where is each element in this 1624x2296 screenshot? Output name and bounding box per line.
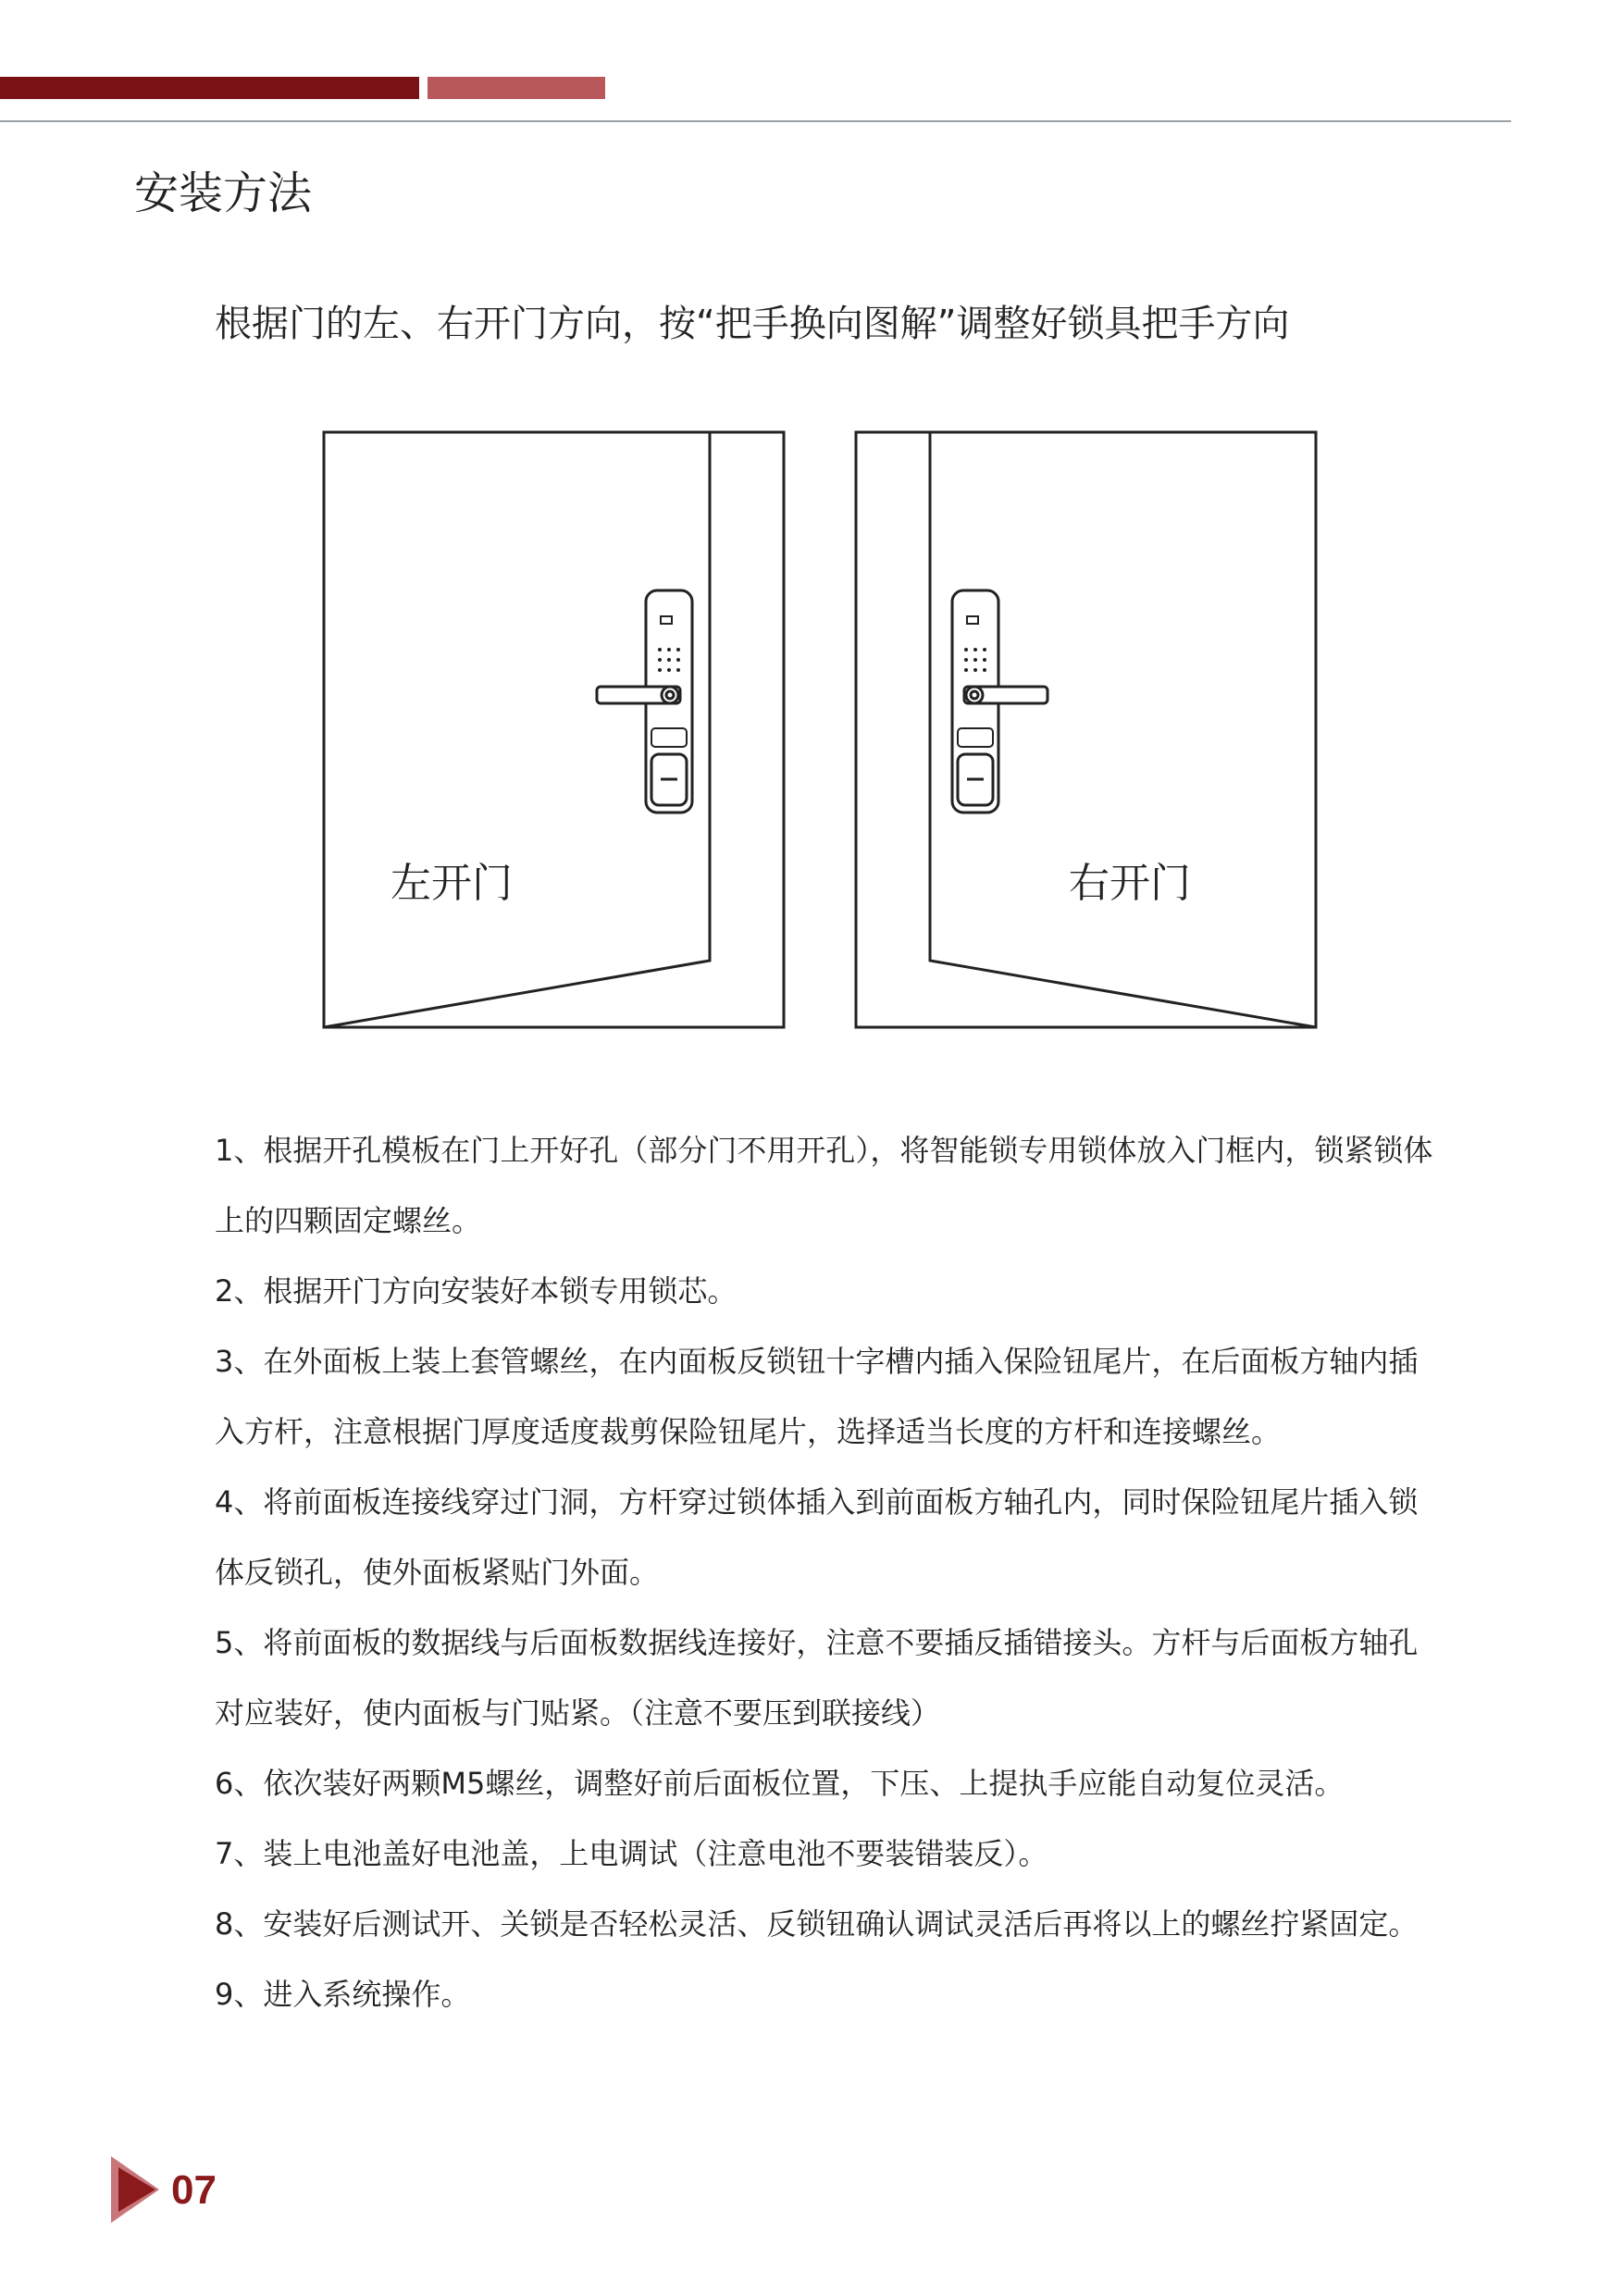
step-item: 8、安装好后测试开、关锁是否轻松灵活、反锁钮确认调试灵活后再将以上的螺丝拧紧固定。 <box>215 1906 1419 1942</box>
left-lock-handle <box>597 687 680 703</box>
intro-text: 根据门的左、右开门方向，按“把手换向图解”调整好锁具把手方向 <box>215 303 1290 345</box>
right-door-label: 右开门 <box>1069 860 1191 907</box>
step-item: 7、装上电池盖好电池盖，上电调试（注意电池不要装错装反）。 <box>215 1836 1048 1871</box>
step-item: 3、在外面板上装上套管螺丝，在内面板反锁钮十字槽内插入保险钮尾片，在后面板方轴内插入方杆，注意根据门厚度适度裁剪保险钮尾片，选择适当长度的方杆和连接螺丝。 <box>215 1344 1419 1449</box>
page-number: 07 <box>171 2167 217 2213</box>
right-lock-body <box>952 590 998 813</box>
play-triangle-icon <box>109 2154 161 2225</box>
left-door-frame <box>324 432 784 1027</box>
step-item: 1、根据开孔模板在门上开好孔（部分门不用开孔），将智能锁专用锁体放入门框内，锁紧锁体上的四颗固定螺丝。 <box>215 1133 1433 1238</box>
left-lock-body <box>646 590 692 813</box>
installation-steps <box>215 1115 1436 2029</box>
step-item: 9、进入系统操作。 <box>215 1977 471 2012</box>
left-smart-lock <box>597 590 692 813</box>
step-item: 5、将前面板的数据线与后面板数据线连接好，注意不要插反插错接头。方杆与后面板方轴孔对应装好，使内面板与门贴紧。（注意不要压到联接线） <box>215 1625 1419 1731</box>
step-item: 2、根据开门方向安装好本锁专用锁芯。 <box>215 1273 738 1309</box>
step-item: 4、将前面板连接线穿过门洞，方杆穿过锁体插入到前面板方轴孔内，同时保险钮尾片插入锁体反锁孔，使外面板紧贴门外面。 <box>215 1484 1419 1590</box>
right-door-leaf <box>930 432 1316 1027</box>
header-rule <box>0 120 1511 122</box>
left-door-leaf <box>324 432 710 1027</box>
right-door-illustration <box>856 432 1316 1027</box>
step-item: 6、依次装好两颗M5螺丝，调整好前后面板位置，下压、上提执手应能自动复位灵活。 <box>215 1766 1345 1801</box>
left-door-illustration <box>324 432 784 1027</box>
section-title: 安装方法 <box>134 168 313 219</box>
right-lock-handle <box>964 687 1048 703</box>
left-door-label: 左开门 <box>391 860 513 907</box>
right-door-frame <box>856 432 1316 1027</box>
right-smart-lock <box>952 590 1048 813</box>
header-accent-bar-light <box>428 77 605 99</box>
header-accent-bar-dark <box>0 77 419 99</box>
